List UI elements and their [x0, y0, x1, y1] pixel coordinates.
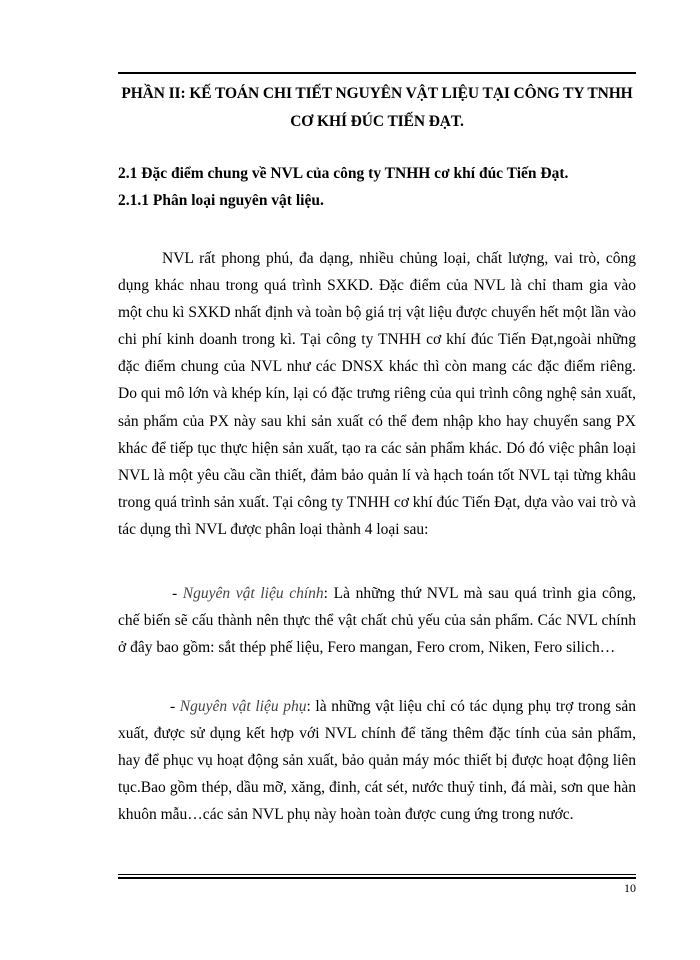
list-item-auxiliary-materials: [118, 693, 636, 828]
list-item-label-auxiliary: Nguyên vật liệu phụ: [179, 698, 307, 715]
paragraph-intro: NVL rất phong phú, đa dạng, nhiều chủng loại, chất lượng, vai trò, công dụng khác nhau trong quá trình SXKD. Đặc điểm của NVL là chỉ tham gia vào một chu kì SXKD nhất định và toàn bộ giá trị vật liệu được chuyển hết một lần vào chi phí kinh doanh trong kì. Tại công ty TNHH cơ khí đúc Tiến Đạt,ngoài những đặc điểm chung của NVL như các DNSX khác thì còn mang các đặc điểm riêng. Do qui mô lớn và khép kín, lại có đặc trưng riêng của qui trình công nghệ sản xuất, sản phẩm của PX này sau khi sản xuất có thể đem nhập kho hay chuyển sang PX khác để tiếp tục thực hiện sản xuất, tạo ra các sản phẩm khác. Dó đó việc phân loại NVL là một yêu cầu cần thiết, đảm bảo quản lí và hạch toán tốt NVL tại từng khâu trong quá trình sản xuất. Tại công ty TNHH cơ khí đúc Tiến Đạt, dựa vào vai trò và tác dụng thì NVL được phân loại thành 4 loại sau:: [118, 250, 636, 538]
footer-rule-thin: [118, 874, 636, 875]
section-title: PHẦN II: KẾ TOÁN CHI TIẾT NGUYÊN VẬT LIỆU TẠI CÔNG TY TNHH CƠ KHÍ ĐÚC TIẾN ĐẠT.: [121, 85, 633, 130]
header-rule: [118, 72, 636, 74]
heading-2-1-1: 2.1.1 Phân loại nguyên vật liệu.: [118, 192, 324, 209]
list-item-text-main: : Là những thứ NVL mà sau quá trình gia công, chế biến sẽ cấu thành nên thực thể vật chất chủ yếu của sản phẩm. Các NVL chính ở đây bao gồm: sắt thép phế liệu, Fero mangan, Fero crom, Niken, Fero silich…: [118, 585, 636, 657]
heading-2-1: 2.1 Đặc điểm chung về NVL của công ty TNHH cơ khí đúc Tiến Đạt.: [118, 165, 569, 182]
page-number: 10: [624, 881, 636, 895]
list-item-main-materials: [118, 580, 636, 661]
list-item-label-main: Nguyên vật liệu chính: [182, 585, 324, 602]
list-item-text-auxiliary: : là những vật liệu chỉ có tác dụng phụ trợ trong sản xuất, được sử dụng kết hợp với NVL chính để tăng thêm đặc tính của sản phẩm, hay để phục vụ hoạt động sản xuất, bảo quản máy móc thiết bị được hoạt động liên tục.Bao gồm thép, dầu mỡ, xăng, đinh, cát sét, nước thuỷ tinh, đá mài, sơn que hàn khuôn mẫu…các sản NVL phụ này hoàn toàn được cung ứng trong nước.: [118, 698, 637, 824]
list-dash: -: [172, 585, 183, 602]
footer-rule-thick: [118, 877, 636, 879]
list-dash: -: [170, 698, 180, 715]
